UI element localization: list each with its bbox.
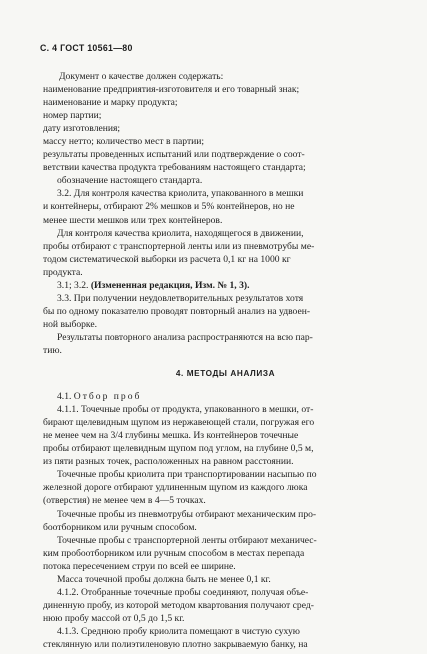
text-line: потока пересечением струи по всей ее ширине. bbox=[43, 560, 236, 572]
list-item: результаты проведенных испытаний или подтверждение о соот- bbox=[43, 149, 305, 161]
text-line: диненную пробу, из которой методом квартования получают сред- bbox=[43, 599, 314, 611]
paragraph-3-2-cont bbox=[43, 200, 408, 278]
text-line: (отверстия) не менее чем в 4—5 точках. bbox=[43, 495, 206, 507]
revision-note bbox=[43, 279, 408, 292]
text-line: менее шести мешков или трех контейнеров. bbox=[43, 214, 223, 226]
text-line: ной выборке. bbox=[43, 318, 97, 330]
revision-text: (Измененная редакция, Изм. № 1, 3). bbox=[90, 279, 250, 291]
text-line: Точечные пробы с транспортерной ленты отбирают механичес- bbox=[57, 534, 317, 546]
text-line: Точечные пробы криолита при транспортировании насыпью по bbox=[57, 469, 317, 481]
list-item: обозначение настоящего стандарта. bbox=[57, 175, 203, 187]
text-line: продукта. bbox=[43, 266, 83, 278]
text-line: Для контроля качества криолита, находящегося в движении, bbox=[57, 227, 304, 239]
text-line: железной дороге отбирают удлиненным щупом из каждого люка bbox=[43, 482, 308, 494]
text-line: Масса точечной пробы должна быть не менее 0,1 кг. bbox=[57, 573, 271, 585]
content-list bbox=[43, 83, 408, 187]
subsection-title: Отбор проб bbox=[73, 391, 142, 403]
subsection-number: 4.1. bbox=[57, 391, 72, 403]
text-line: пробы отбирают щелевидным щупом под углом, на глубине 0,5 м, bbox=[43, 443, 314, 455]
text-line: Документ о качестве должен содержать: bbox=[59, 71, 224, 82]
list-item: ветствии качества продукта требованиям настоящего стандарта; bbox=[43, 162, 306, 174]
text-line: ким пробоотборником или ручным способом в местах перепада bbox=[43, 547, 305, 559]
text-line: бы по одному показателю проводят повторный анализ на удвоен- bbox=[43, 305, 311, 317]
text-line: Результаты повторного анализа распространяются на всю пар- bbox=[57, 331, 313, 343]
text-line: и контейнеры, отбирают 2% мешков и 5% контейнеров, но не bbox=[43, 201, 295, 213]
paragraph-4-1-1 bbox=[43, 403, 408, 651]
page-header: С. 4 ГОСТ 10561—80 bbox=[40, 43, 133, 53]
text-line: из пяти разных точек, расположенных на равном расстоянии. bbox=[43, 456, 294, 468]
text-line: не менее чем на 3/4 глубины мешка. Из контейнеров точечные bbox=[43, 430, 299, 442]
subsection-4-1-heading bbox=[43, 390, 408, 403]
text-line: 4.1.3. Среднюю пробу криолита помещают в чистую сухую bbox=[57, 625, 300, 637]
list-item: дату изготовления; bbox=[43, 123, 121, 135]
text-line: пробы отбирают с транспортерной ленты или из пневмотрубы ме- bbox=[43, 240, 315, 252]
document-body bbox=[43, 70, 408, 651]
text-line: 3.3. При получении неудовлетворительных результатов хотя bbox=[57, 292, 304, 304]
text-line: тию. bbox=[43, 344, 62, 356]
text-line: бирают щелевидным щупом из нержавеющей стали, погружая его bbox=[43, 417, 315, 429]
paragraph-3-3 bbox=[43, 292, 408, 357]
text-line: 3.2. Для контроля качества криолита, упакованного в мешки bbox=[57, 188, 304, 200]
list-item: наименование и марку продукта; bbox=[43, 97, 178, 109]
paragraph-3-2 bbox=[43, 187, 408, 200]
text-line: 4.1.1. Точечные пробы от продукта, упакованного в мешки, от- bbox=[57, 404, 314, 416]
text-line: Точечные пробы из пневмотрубы отбирают механическим про- bbox=[57, 508, 317, 520]
revision-ref: 3.1; 3.2. bbox=[57, 279, 89, 291]
list-item: наименование предприятия-изготовителя и его товарный знак; bbox=[43, 84, 300, 96]
text-line: тодом систематической выборки из расчета 0,1 кг на 1000 кг bbox=[43, 253, 291, 265]
text-line: 4.1.2. Отобранные точечные пробы соединяют, получая объе- bbox=[57, 586, 309, 598]
document-content-intro bbox=[43, 70, 408, 83]
list-item: массу нетто; количество мест в партии; bbox=[43, 136, 205, 148]
list-item: номер партии; bbox=[43, 110, 102, 122]
section-title: 4. МЕТОДЫ АНАЛИЗА bbox=[175, 369, 276, 379]
text-line: боотборником или ручным способом. bbox=[43, 521, 197, 533]
text-line: стеклянную или полиэтиленовую плотно закрываемую банку, на bbox=[43, 638, 308, 650]
text-line: нюю пробу массой от 0,5 до 1,5 кг. bbox=[43, 612, 185, 624]
